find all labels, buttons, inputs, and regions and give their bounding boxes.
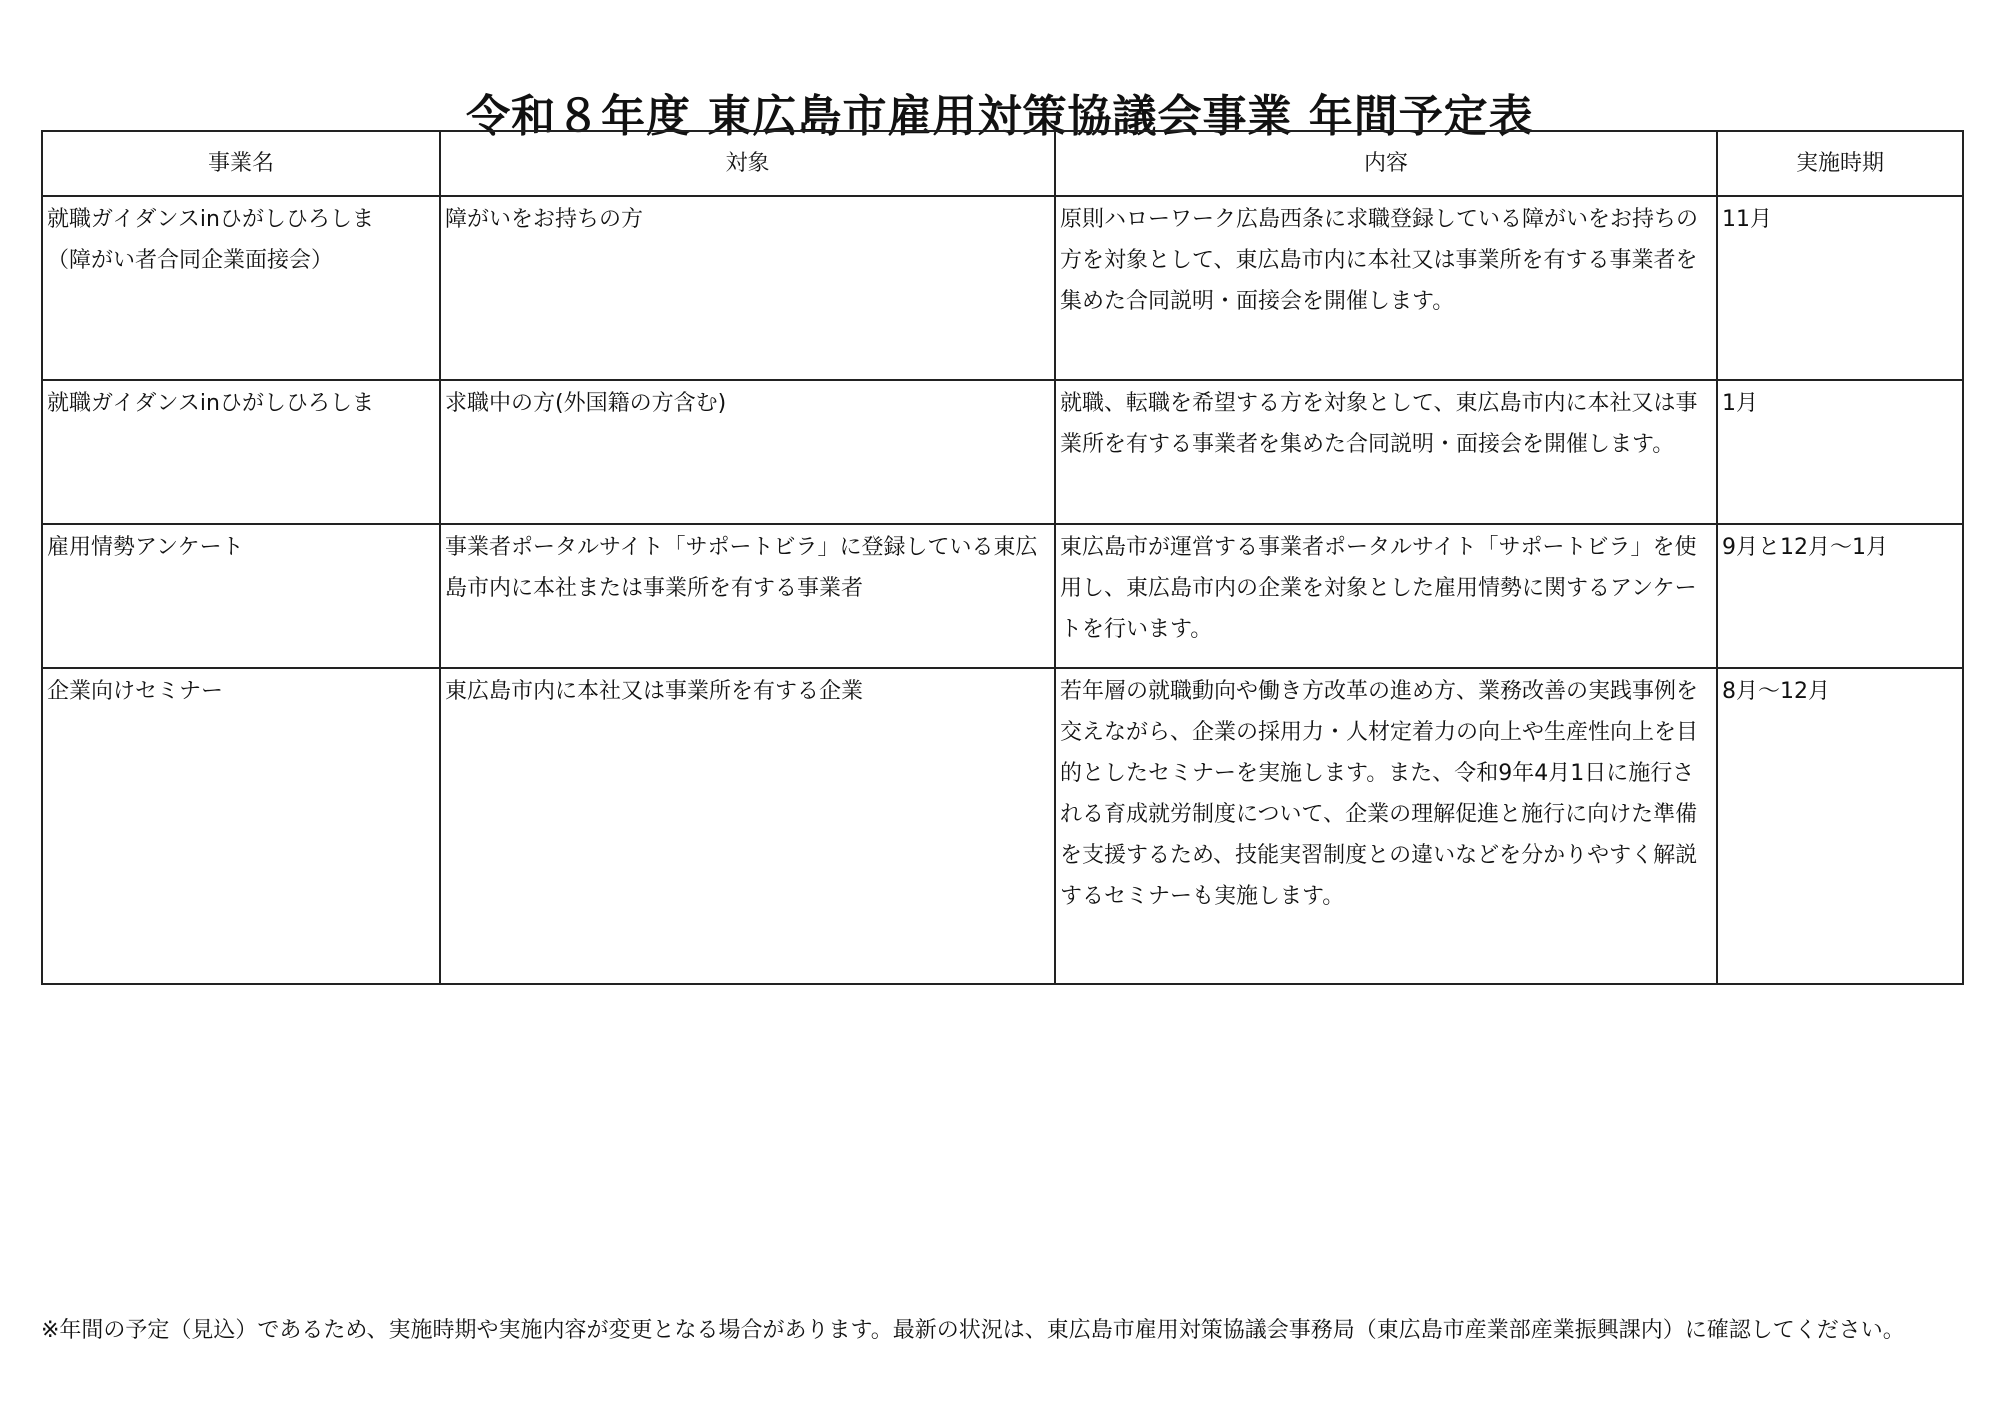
page-title: 令和８年度 東広島市雇用対策協議会事業 年間予定表 <box>466 91 1534 143</box>
table-row <box>42 196 1963 380</box>
cell-period: 8月～12月 <box>1717 668 1963 984</box>
schedule-table <box>41 130 1964 985</box>
cell-target: 事業者ポータルサイト「サポートビラ」に登録している東広島市内に本社または事業所を有する事業者 <box>440 524 1055 668</box>
cell-project-name: 就職ガイダンスinひがしひろしま （障がい者合同企業面接会） <box>42 196 440 380</box>
header-project-name: 事業名 <box>42 131 440 196</box>
header-period: 実施時期 <box>1717 131 1963 196</box>
header-content: 内容 <box>1055 131 1717 196</box>
cell-content: 若年層の就職動向や働き方改革の進め方、業務改善の実践事例を交えながら、企業の採用力・人材定着力の向上や生産性向上を目的としたセミナーを実施します。また、令和9年4月1日に施行される育成就労制度について、企業の理解促進と施行に向けた準備を支援するため、技能実習制度との違いなどを分かりやすく解説するセミナーも実施します。 <box>1055 668 1717 984</box>
cell-project-name: 就職ガイダンスinひがしひろしま <box>42 380 440 524</box>
table-row <box>42 524 1963 668</box>
cell-project-name: 雇用情勢アンケート <box>42 524 440 668</box>
cell-target: 障がいをお持ちの方 <box>440 196 1055 380</box>
cell-content: 東広島市が運営する事業者ポータルサイト「サポートビラ」を使用し、東広島市内の企業を対象とした雇用情勢に関するアンケートを行います。 <box>1055 524 1717 668</box>
cell-period: 9月と12月～1月 <box>1717 524 1963 668</box>
table-row <box>42 380 1963 524</box>
cell-period: 11月 <box>1717 196 1963 380</box>
cell-period: 1月 <box>1717 380 1963 524</box>
footnote: ※年間の予定（見込）であるため、実施時期や実施内容が変更となる場合があります。最新の状況は、東広島市雇用対策協議会事務局（東広島市産業部産業振興課内）に確認してください。 <box>41 1318 1905 1343</box>
cell-target: 東広島市内に本社又は事業所を有する企業 <box>440 668 1055 984</box>
cell-project-name: 企業向けセミナー <box>42 668 440 984</box>
cell-target: 求職中の方(外国籍の方含む) <box>440 380 1055 524</box>
table-header-row <box>42 131 1963 196</box>
header-target: 対象 <box>440 131 1055 196</box>
table-row <box>42 668 1963 984</box>
cell-content: 就職、転職を希望する方を対象として、東広島市内に本社又は事業所を有する事業者を集めた合同説明・面接会を開催します。 <box>1055 380 1717 524</box>
cell-content: 原則ハローワーク広島西条に求職登録している障がいをお持ちの方を対象として、東広島市内に本社又は事業所を有する事業者を集めた合同説明・面接会を開催します。 <box>1055 196 1717 380</box>
